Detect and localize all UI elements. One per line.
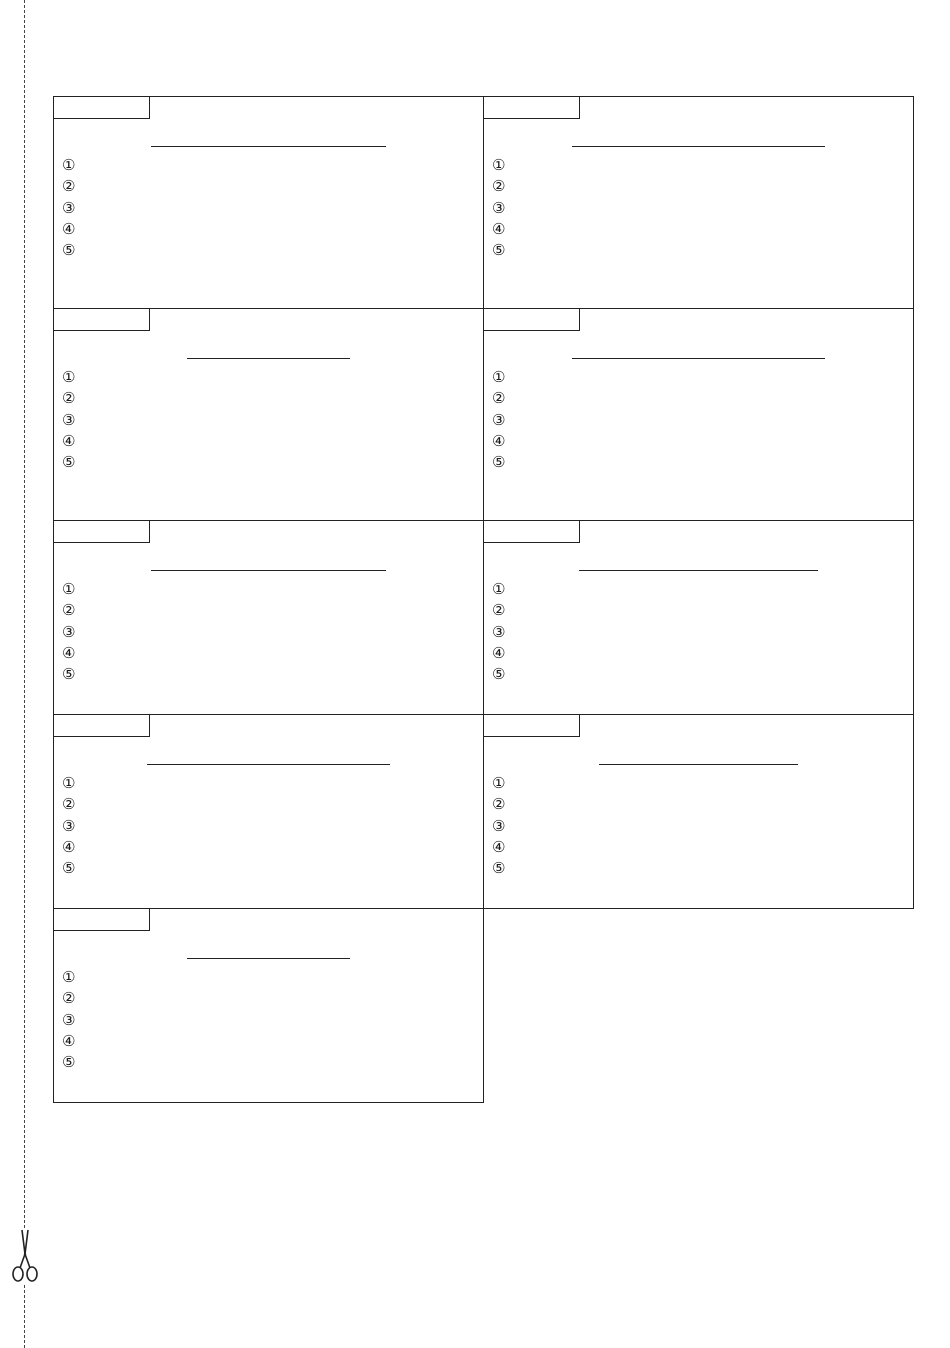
answer-box-6 — [483, 520, 914, 715]
answer-options — [62, 967, 75, 1073]
answer-options — [62, 155, 75, 261]
answer-options — [492, 155, 505, 261]
title-line — [187, 358, 350, 359]
answer-options — [492, 579, 505, 685]
option-2[interactable]: ② — [62, 601, 76, 620]
title-line — [151, 146, 386, 147]
option-5[interactable]: ⑤ — [62, 859, 76, 878]
option-5[interactable]: ⑤ — [62, 665, 76, 684]
answer-box-3 — [53, 308, 484, 521]
option-4[interactable]: ④ — [492, 431, 506, 450]
option-1[interactable]: ① — [62, 968, 76, 986]
cut-line — [24, 0, 25, 1348]
answer-options — [62, 773, 75, 879]
option-3[interactable]: ③ — [62, 622, 76, 641]
answer-options — [492, 773, 505, 879]
title-line — [599, 764, 798, 765]
option-2[interactable]: ② — [492, 795, 506, 814]
answer-options — [492, 367, 505, 473]
option-3[interactable]: ③ — [62, 816, 76, 835]
title-line — [572, 146, 825, 147]
option-2[interactable]: ② — [62, 989, 76, 1008]
option-5[interactable]: ⑤ — [62, 1053, 76, 1072]
option-3[interactable]: ③ — [492, 410, 506, 429]
option-2[interactable]: ② — [492, 177, 506, 196]
answer-box-4 — [483, 308, 914, 521]
question-number-tab — [54, 715, 150, 737]
option-2[interactable]: ② — [492, 389, 506, 408]
answer-box-1 — [53, 96, 484, 309]
answer-options — [62, 579, 75, 685]
option-4[interactable]: ④ — [62, 431, 76, 450]
option-4[interactable]: ④ — [62, 837, 76, 856]
option-1[interactable]: ① — [492, 580, 506, 598]
option-1[interactable]: ① — [492, 368, 506, 386]
answer-box-9 — [53, 908, 484, 1103]
answer-box-7 — [53, 714, 484, 909]
title-line — [147, 764, 390, 765]
question-number-tab — [484, 97, 580, 119]
option-1[interactable]: ① — [62, 774, 76, 792]
option-5[interactable]: ⑤ — [62, 453, 76, 472]
option-1[interactable]: ① — [62, 368, 76, 386]
answer-box-2 — [483, 96, 914, 309]
question-number-tab — [484, 309, 580, 331]
answer-box-8 — [483, 714, 914, 909]
title-line — [151, 570, 386, 571]
question-number-tab — [484, 521, 580, 543]
option-1[interactable]: ① — [492, 156, 506, 174]
option-1[interactable]: ① — [62, 156, 76, 174]
option-3[interactable]: ③ — [492, 198, 506, 217]
option-2[interactable]: ② — [62, 389, 76, 408]
title-line — [579, 570, 818, 571]
option-3[interactable]: ③ — [492, 622, 506, 641]
option-4[interactable]: ④ — [62, 643, 76, 662]
question-number-tab — [54, 521, 150, 543]
scissors-icon — [10, 1228, 40, 1284]
option-4[interactable]: ④ — [492, 643, 506, 662]
option-5[interactable]: ⑤ — [492, 241, 506, 260]
question-number-tab — [54, 909, 150, 931]
option-2[interactable]: ② — [62, 177, 76, 196]
option-4[interactable]: ④ — [492, 219, 506, 238]
option-3[interactable]: ③ — [62, 198, 76, 217]
option-5[interactable]: ⑤ — [492, 665, 506, 684]
answer-options — [62, 367, 75, 473]
option-4[interactable]: ④ — [492, 837, 506, 856]
option-2[interactable]: ② — [62, 795, 76, 814]
question-number-tab — [484, 715, 580, 737]
option-1[interactable]: ① — [492, 774, 506, 792]
option-3[interactable]: ③ — [492, 816, 506, 835]
option-1[interactable]: ① — [62, 580, 76, 598]
option-2[interactable]: ② — [492, 601, 506, 620]
title-line — [572, 358, 825, 359]
title-line — [187, 958, 350, 959]
option-4[interactable]: ④ — [62, 1031, 76, 1050]
option-3[interactable]: ③ — [62, 410, 76, 429]
answer-box-5 — [53, 520, 484, 715]
question-number-tab — [54, 309, 150, 331]
option-5[interactable]: ⑤ — [492, 453, 506, 472]
option-5[interactable]: ⑤ — [492, 859, 506, 878]
option-5[interactable]: ⑤ — [62, 241, 76, 260]
option-4[interactable]: ④ — [62, 219, 76, 238]
question-number-tab — [54, 97, 150, 119]
option-3[interactable]: ③ — [62, 1010, 76, 1029]
